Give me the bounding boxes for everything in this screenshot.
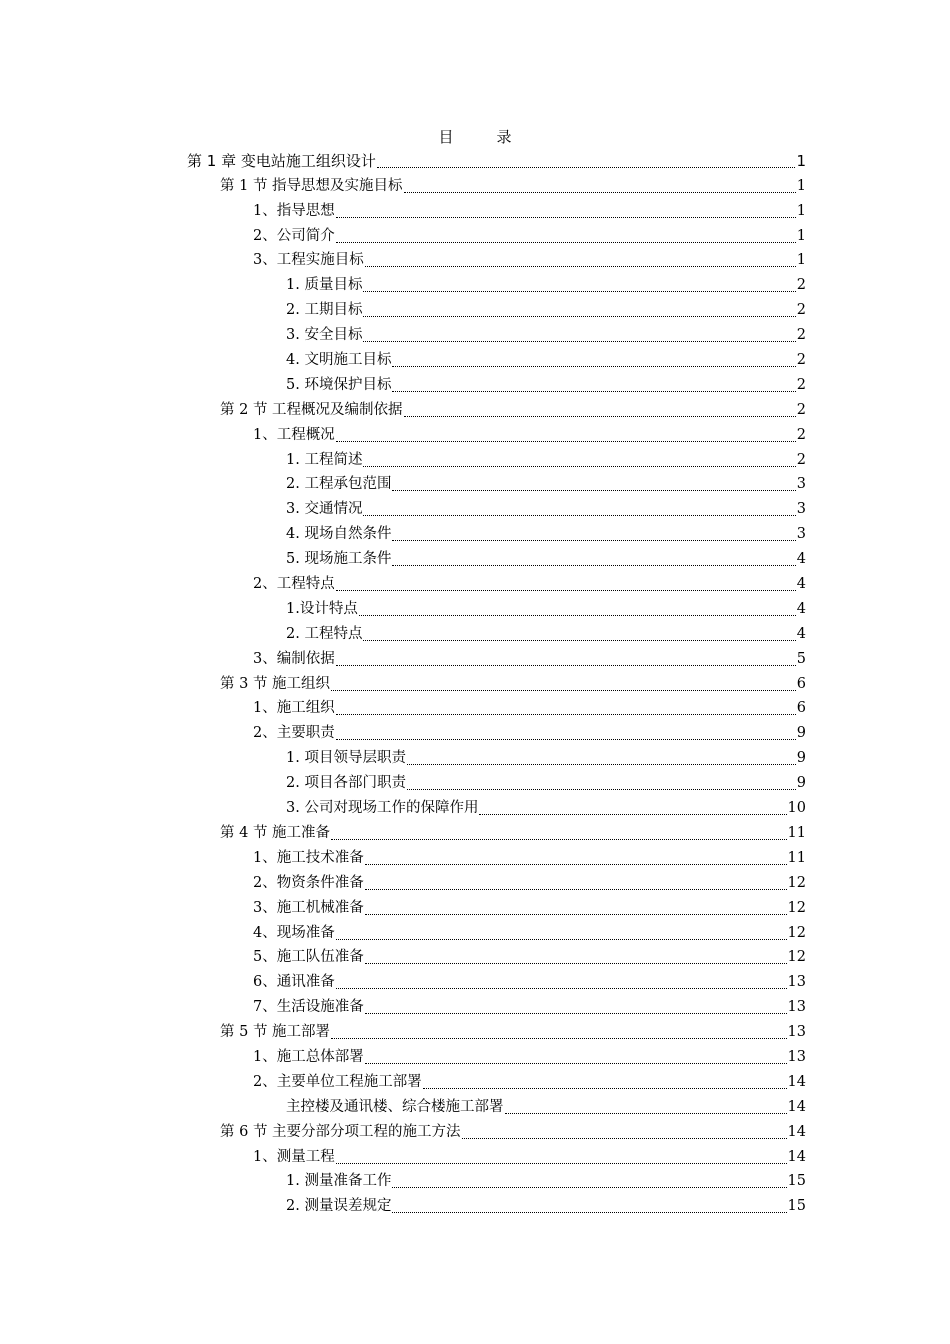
toc-entry-page-number: 13 <box>787 974 806 991</box>
dot-leader <box>363 275 795 292</box>
toc-entry[interactable] <box>0 1020 950 1045</box>
toc-entry-page-number: 3 <box>796 526 806 543</box>
toc-entry[interactable] <box>0 821 950 846</box>
dot-leader <box>331 1022 786 1039</box>
toc-entry-page-number: 2 <box>796 327 806 344</box>
toc-entry[interactable] <box>0 199 950 224</box>
dot-leader <box>331 823 786 840</box>
toc-entry[interactable] <box>0 224 950 249</box>
toc-entry-page-number: 3 <box>796 476 806 493</box>
toc-entry[interactable] <box>0 721 950 746</box>
toc-entry-label: 1、测量工程 <box>253 1148 335 1165</box>
toc-entry[interactable] <box>0 846 950 871</box>
toc-entry-label: 第 1 章 变电站施工组织设计 <box>187 151 376 170</box>
dot-leader <box>407 773 796 790</box>
toc-entry-page-number: 10 <box>787 800 806 817</box>
dot-leader <box>392 474 795 491</box>
dot-leader <box>423 1072 787 1089</box>
toc-entry-page-number: 3 <box>796 501 806 518</box>
toc-entry[interactable] <box>0 273 950 298</box>
toc-entry-label: 3、工程实施目标 <box>253 252 364 269</box>
dot-leader <box>407 748 796 765</box>
toc-entry[interactable] <box>0 746 950 771</box>
toc-entry-label: 2. 工程承包范围 <box>286 476 392 493</box>
dot-leader <box>336 1147 787 1164</box>
dot-leader <box>363 499 795 516</box>
toc-entry-label: 3、施工机械准备 <box>253 899 364 916</box>
toc-entry-page-number: 14 <box>787 1148 806 1165</box>
toc-entry-page-number: 13 <box>787 1024 806 1041</box>
toc-entry-label: 1、施工总体部署 <box>253 1048 364 1065</box>
toc-entry-label: 1、指导思想 <box>253 202 335 219</box>
toc-entry-label: 5. 环境保护目标 <box>286 376 392 393</box>
toc-entry-page-number: 2 <box>796 401 806 418</box>
toc-entry[interactable] <box>0 946 950 971</box>
toc-entry-label: 1、施工技术准备 <box>253 849 364 866</box>
toc-entry[interactable] <box>0 1145 950 1170</box>
toc-entry-label: 2、工程特点 <box>253 576 335 593</box>
dot-leader <box>404 400 796 417</box>
toc-entry-label: 1. 测量准备工作 <box>286 1173 392 1190</box>
toc-entry-label: 主控楼及通讯楼、综合楼施工部署 <box>286 1098 504 1115</box>
toc-entry-page-number: 1 <box>796 177 806 194</box>
toc-entry[interactable] <box>0 921 950 946</box>
toc-entry-page-number: 14 <box>787 1123 806 1140</box>
toc-entry-label: 1. 工程简述 <box>286 451 363 468</box>
toc-entry[interactable] <box>0 448 950 473</box>
toc-entry-label: 5. 现场施工条件 <box>286 551 392 568</box>
toc-entry-label: 1. 质量目标 <box>286 277 363 294</box>
toc-entry-label: 1.设计特点 <box>286 600 358 617</box>
dot-leader <box>336 425 796 442</box>
dot-leader <box>363 624 795 641</box>
toc-entry[interactable] <box>0 547 950 572</box>
toc-entry-label: 2. 工程特点 <box>286 625 363 642</box>
toc-entry-page-number: 9 <box>796 775 806 792</box>
toc-entry-label: 7、生活设施准备 <box>253 999 364 1016</box>
toc-entry-page-number: 12 <box>787 874 806 891</box>
toc-entry[interactable] <box>0 497 950 522</box>
dot-leader <box>392 524 795 541</box>
dot-leader <box>336 226 796 243</box>
toc-entry-page-number: 4 <box>796 551 806 568</box>
toc-entry[interactable] <box>0 1070 950 1095</box>
toc-entry[interactable] <box>0 896 950 921</box>
toc-entry-page-number: 2 <box>796 302 806 319</box>
dot-leader <box>462 1122 787 1139</box>
toc-entry[interactable] <box>0 373 950 398</box>
toc-entry[interactable] <box>0 597 950 622</box>
toc-entry[interactable] <box>0 697 950 722</box>
toc-entry-label: 第 6 节 主要分部分项工程的施工方法 <box>220 1123 461 1140</box>
toc-entry-page-number: 2 <box>796 451 806 468</box>
toc-entry-label: 3. 公司对现场工作的保障作用 <box>286 800 479 817</box>
toc-entry-label: 2. 测量误差规定 <box>286 1198 392 1215</box>
table-of-contents <box>0 149 950 1219</box>
dot-leader <box>392 375 795 392</box>
toc-entry-page-number: 11 <box>787 849 806 866</box>
toc-entry[interactable] <box>0 473 950 498</box>
toc-entry[interactable] <box>0 1045 950 1070</box>
toc-entry-label: 2、公司简介 <box>253 227 335 244</box>
toc-entry[interactable] <box>0 995 950 1020</box>
toc-entry-label: 1、施工组织 <box>253 700 335 717</box>
toc-entry-page-number: 15 <box>787 1198 806 1215</box>
toc-entry-label: 2、主要职责 <box>253 725 335 742</box>
toc-entry-page-number: 11 <box>787 824 806 841</box>
dot-leader <box>365 947 787 964</box>
toc-entry-page-number: 6 <box>796 675 806 692</box>
toc-entry-page-number: 14 <box>787 1073 806 1090</box>
toc-entry-label: 第 1 节 指导思想及实施目标 <box>220 177 403 194</box>
toc-entry-page-number: 9 <box>796 725 806 742</box>
dot-leader <box>365 898 787 915</box>
toc-entry[interactable] <box>0 348 950 373</box>
toc-entry[interactable] <box>0 522 950 547</box>
dot-leader <box>359 599 796 616</box>
toc-entry[interactable] <box>0 174 950 199</box>
toc-entry[interactable] <box>0 298 950 323</box>
dot-leader <box>336 649 796 666</box>
toc-entry[interactable] <box>0 622 950 647</box>
toc-entry-label: 3. 交通情况 <box>286 501 363 518</box>
toc-entry[interactable] <box>0 672 950 697</box>
dot-leader <box>336 698 796 715</box>
toc-entry-label: 1、工程概况 <box>253 426 335 443</box>
toc-entry-page-number: 5 <box>796 650 806 667</box>
toc-entry[interactable] <box>0 572 950 597</box>
toc-entry-page-number: 12 <box>787 899 806 916</box>
dot-leader <box>336 923 787 940</box>
toc-entry-label: 4. 文明施工目标 <box>286 352 392 369</box>
dot-leader <box>365 873 787 890</box>
toc-entry-page-number: 1 <box>796 227 806 244</box>
toc-entry[interactable] <box>0 970 950 995</box>
toc-entry-page-number: 9 <box>796 750 806 767</box>
dot-leader <box>392 549 795 566</box>
toc-entry-label: 3. 安全目标 <box>286 327 363 344</box>
toc-entry[interactable] <box>0 1095 950 1120</box>
dot-leader <box>404 176 796 193</box>
toc-entry[interactable] <box>0 323 950 348</box>
toc-entry-page-number: 12 <box>787 924 806 941</box>
toc-entry-label: 2、物资条件准备 <box>253 874 364 891</box>
dot-leader <box>505 1097 787 1114</box>
toc-entry-page-number: 2 <box>796 277 806 294</box>
dot-leader <box>365 848 787 865</box>
toc-entry-page-number: 14 <box>787 1098 806 1115</box>
toc-entry[interactable] <box>0 796 950 821</box>
toc-entry-label: 第 4 节 施工准备 <box>220 824 331 841</box>
toc-entry-label: 2. 工期目标 <box>286 302 363 319</box>
toc-entry-page-number: 13 <box>787 1048 806 1065</box>
toc-entry[interactable] <box>0 423 950 448</box>
toc-entry-page-number: 2 <box>796 352 806 369</box>
toc-entry-page-number: 1 <box>796 252 806 269</box>
toc-entry-page-number: 4 <box>796 576 806 593</box>
toc-entry-label: 第 3 节 施工组织 <box>220 675 331 692</box>
toc-entry-page-number: 1 <box>796 202 806 219</box>
dot-leader <box>363 300 795 317</box>
toc-entry[interactable] <box>0 647 950 672</box>
toc-entry-label: 第 2 节 工程概况及编制依据 <box>220 401 403 418</box>
toc-entry-page-number: 13 <box>787 999 806 1016</box>
toc-entry-page-number: 2 <box>796 426 806 443</box>
toc-entry-page-number: 6 <box>796 700 806 717</box>
toc-entry-label: 2、主要单位工程施工部署 <box>253 1073 422 1090</box>
toc-entry-page-number: 1 <box>796 151 806 170</box>
toc-entry-page-number: 4 <box>796 600 806 617</box>
dot-leader <box>336 201 796 218</box>
dot-leader <box>365 997 787 1014</box>
toc-entry-page-number: 12 <box>787 949 806 966</box>
dot-leader <box>479 798 786 815</box>
toc-entry[interactable] <box>0 1194 950 1219</box>
toc-entry-page-number: 4 <box>796 625 806 642</box>
dot-leader <box>336 972 787 989</box>
dot-leader <box>392 350 795 367</box>
dot-leader <box>363 325 795 342</box>
toc-entry[interactable] <box>0 871 950 896</box>
toc-entry-label: 第 5 节 施工部署 <box>220 1024 331 1041</box>
dot-leader <box>365 1047 787 1064</box>
toc-entry-label: 4. 现场自然条件 <box>286 526 392 543</box>
toc-entry-page-number: 2 <box>796 376 806 393</box>
toc-entry-label: 3、编制依据 <box>253 650 335 667</box>
toc-entry-label: 1. 项目领导层职责 <box>286 750 406 767</box>
toc-entry-label: 6、通讯准备 <box>253 974 335 991</box>
toc-entry-label: 5、施工队伍准备 <box>253 949 364 966</box>
dot-leader <box>363 450 795 467</box>
dot-leader <box>377 151 796 168</box>
dot-leader <box>336 574 796 591</box>
dot-leader <box>365 250 796 267</box>
toc-entry[interactable] <box>0 249 950 274</box>
toc-entry-label: 2. 项目各部门职责 <box>286 775 406 792</box>
toc-entry-page-number: 15 <box>787 1173 806 1190</box>
dot-leader <box>392 1196 786 1213</box>
toc-entry[interactable] <box>0 1120 950 1145</box>
dot-leader <box>392 1171 786 1188</box>
toc-entry[interactable] <box>0 149 950 174</box>
toc-entry[interactable] <box>0 771 950 796</box>
toc-title: 目 录 <box>438 128 526 146</box>
toc-entry[interactable] <box>0 398 950 423</box>
toc-entry[interactable] <box>0 1170 950 1195</box>
toc-entry-label: 4、现场准备 <box>253 924 335 941</box>
dot-leader <box>331 674 796 691</box>
dot-leader <box>336 723 796 740</box>
